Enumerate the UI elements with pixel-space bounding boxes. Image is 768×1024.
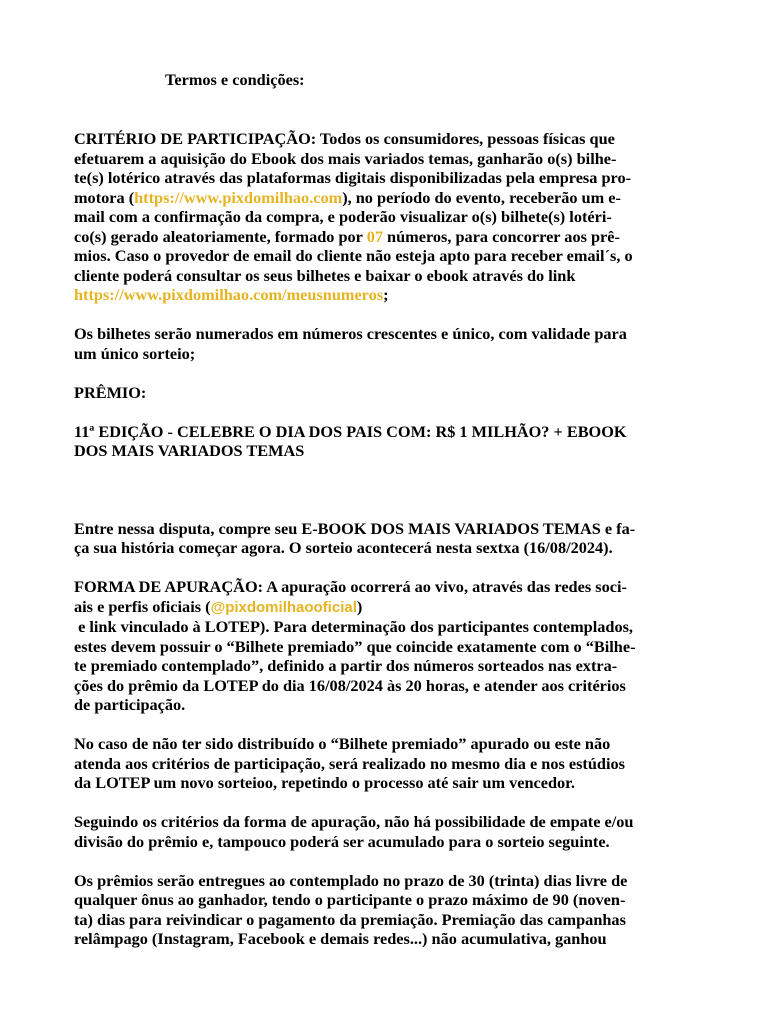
text-line: atenda aos critérios de participação, será realizado no mesmo dia e nos estúdios	[74, 753, 625, 773]
text-line: Os bilhetes serão numerados em números crescentes e único, com validade para	[74, 324, 627, 343]
text-fragment: )	[356, 596, 363, 616]
text-line: relâmpago (Instagram, Facebook e demais redes...) não acumulativa, ganhou	[74, 929, 607, 948]
paragraph-gap	[74, 793, 694, 813]
text-line	[74, 285, 694, 305]
text-line: cliente poderá consultar os seus bilhetes e baixar o ebook através do link	[74, 265, 576, 285]
text-line: estes devem possuir o “Bilhete premiado” que coincide exatamente com o “Bilhe-	[74, 636, 636, 656]
text-fragment: motora (	[74, 187, 135, 207]
text-line: ta) dias para reivindicar o pagamento da premiação. Premiação das campanhas	[74, 909, 626, 929]
text-line: Entre nessa disputa, compre seu E-BOOK DOS MAIS VARIADOS TEMAS e fa-	[74, 518, 636, 538]
meus-numeros-link[interactable]: https://www.pixdomilhao.com/meusnumeros	[74, 285, 384, 304]
paragraph-gap	[74, 558, 694, 578]
numbers-count: 07	[366, 226, 383, 246]
document-body	[74, 129, 694, 949]
disputa-paragraph	[74, 519, 694, 558]
text-line: te(s) lotérico através das plataformas digitais disponibilizadas pela empresa pro-	[74, 168, 632, 187]
text-fragment: ), no período do evento, receberão um e-	[342, 187, 621, 207]
text-line: 11ª EDIÇÃO - CELEBRE O DIA DOS PAIS COM: R$ 1 MILHÃO? + EBOOK	[74, 421, 627, 441]
text-line	[74, 597, 694, 618]
text-line: qualquer ônus ao ganhador, tendo o participante o prazo máximo de 90 (noven-	[74, 890, 626, 909]
text-line: Seguindo os critérios da forma de apuração, não há possibilidade de empate e/ou	[74, 812, 634, 831]
bilhetes-paragraph	[74, 324, 694, 363]
paragraph-gap	[74, 715, 694, 735]
empate-paragraph	[74, 812, 694, 851]
text-line: DOS MAIS VARIADOS TEMAS	[74, 441, 305, 460]
edicao-paragraph	[74, 422, 694, 461]
text-line	[74, 227, 694, 247]
entrega-paragraph	[74, 871, 694, 949]
text-line: No caso de não ter sido distribuído o “Bilhete premiado” apurado ou este não	[74, 734, 611, 753]
text-line: mail com a confirmação da compra, e poderão visualizar o(s) bilhete(s) lotéri-	[74, 207, 612, 226]
text-line: ça sua história começar agora. O sorteio acontecerá nesta sextxa (16/08/2024).	[74, 538, 613, 557]
text-line: de participação.	[74, 695, 186, 714]
text-line: CRITÉRIO DE PARTICIPAÇÃO: Todos os consumidores, pessoas físicas que	[74, 129, 615, 148]
text-fragment: números, para concorrer aos prê-	[382, 226, 620, 246]
text-line: divisão do prêmio e, tampouco poderá ser acumulado para o sorteio seguinte.	[74, 831, 610, 851]
nao-distribuido-paragraph	[74, 734, 694, 793]
text-line	[74, 188, 694, 208]
paragraph-gap	[74, 363, 694, 383]
site-link[interactable]: https://www.pixdomilhao.com	[134, 187, 343, 207]
social-handle-link[interactable]: @pixdomilhaooficial	[210, 598, 357, 616]
criterio-paragraph	[74, 129, 694, 305]
premio-heading: PRÊMIO:	[74, 382, 147, 402]
text-fragment: co(s) gerado aleatoriamente, formado por	[74, 226, 367, 246]
text-line: da LOTEP um novo sorteioo, repetindo o processo até sair um vencedor.	[74, 773, 575, 792]
paragraph-gap	[74, 305, 694, 325]
text-line: FORMA DE APURAÇÃO: A apuração ocorrerá ao vivo, através das redes soci-	[74, 577, 627, 596]
text-fragment: ;	[383, 285, 389, 304]
text-line: Os prêmios serão entregues ao contemplado no prazo de 30 (trinta) dias livre de	[74, 870, 628, 890]
text-line: te premiado contemplado”, definido a partir dos números sorteados nas extra-	[74, 656, 618, 675]
section-gap	[74, 461, 694, 519]
paragraph-gap	[74, 402, 694, 422]
text-line: mios. Caso o provedor de email do cliente não esteja apto para receber email´s, o	[74, 246, 633, 265]
text-line: um único sorteio;	[74, 343, 196, 363]
text-line: e link vinculado à LOTEP). Para determinação dos participantes contemplados,	[74, 617, 634, 636]
page-title: Termos e condições:	[165, 70, 305, 89]
text-fragment: ais e perfis oficiais (	[74, 596, 211, 616]
apuracao-paragraph	[74, 577, 694, 715]
paragraph-gap	[74, 851, 694, 871]
text-line: ções do prêmio da LOTEP do dia 16/08/2024 às 20 horas, e atender aos critérios	[74, 675, 626, 695]
text-line: efetuarem a aquisição do Ebook dos mais variados temas, ganharão o(s) bilhe-	[74, 148, 617, 168]
